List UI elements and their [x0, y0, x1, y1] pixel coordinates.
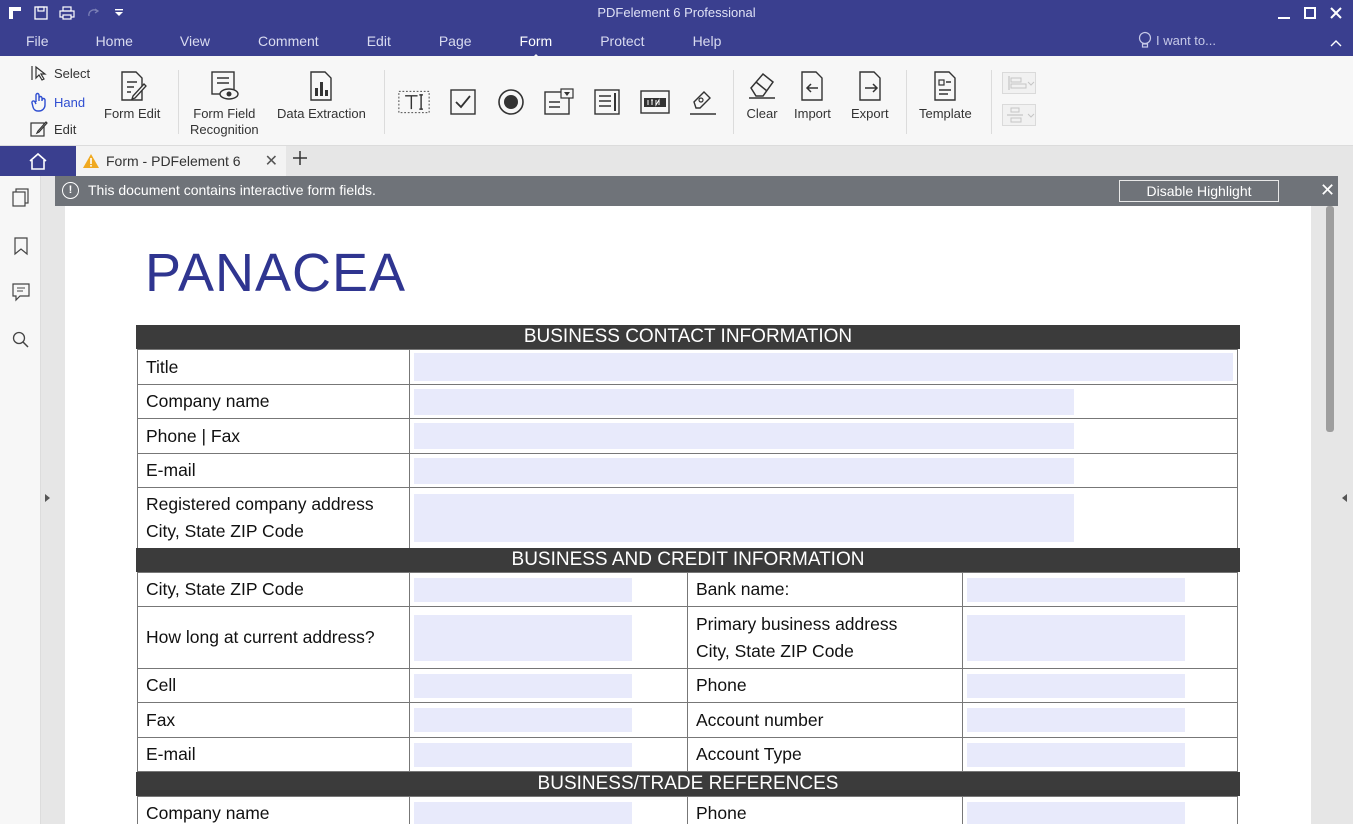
form-field-recognition-button[interactable] — [190, 70, 259, 138]
hand-icon — [30, 92, 48, 112]
field-label: Cell — [138, 669, 410, 703]
field-label: E-mail — [138, 738, 410, 772]
form-field-recognition-label-2: Recognition — [190, 122, 259, 137]
table-row — [138, 797, 1238, 824]
bank-name-input[interactable] — [967, 578, 1185, 602]
menu-view[interactable]: View — [179, 33, 211, 49]
input-cell — [963, 797, 1238, 824]
hand-label: Hand — [54, 94, 86, 110]
field-label: How long at current address? — [138, 607, 410, 669]
list-box-icon — [594, 89, 620, 115]
eraser-icon — [746, 70, 778, 102]
disable-highlight-button[interactable]: Disable Highlight — [1119, 180, 1279, 202]
field-label: Phone | Fax — [138, 419, 410, 454]
input-cell — [410, 607, 688, 669]
ribbon-separator — [991, 70, 992, 134]
checkbox-icon — [450, 89, 476, 115]
menu-page[interactable]: Page — [438, 33, 472, 49]
select-tool[interactable] — [30, 64, 90, 82]
input-cell — [963, 738, 1238, 772]
ribbon-separator — [384, 70, 385, 134]
table-row — [138, 607, 1238, 669]
fax-input[interactable] — [414, 708, 632, 732]
credit-email-input[interactable] — [414, 743, 632, 767]
template-button[interactable] — [919, 70, 972, 122]
section-header-contact: BUSINESS CONTACT INFORMATION — [136, 325, 1240, 349]
address-label-line-1: Registered company address — [146, 494, 374, 514]
table-row — [138, 454, 1238, 488]
align-left-button[interactable] — [1002, 72, 1036, 94]
maximize-icon[interactable] — [1299, 2, 1321, 24]
table-row — [138, 350, 1238, 385]
cell-input[interactable] — [414, 674, 632, 698]
table-row — [138, 385, 1238, 419]
field-label: Bank name: — [688, 573, 963, 607]
notice-text: This document contains interactive form fields. — [88, 182, 376, 198]
primary-address-input[interactable] — [967, 615, 1185, 661]
input-cell — [410, 703, 688, 738]
phone-fax-input-cell — [410, 419, 1238, 454]
new-tab-button[interactable] — [290, 149, 310, 171]
city-state-zip-input[interactable] — [414, 578, 632, 602]
address-label-line-2: City, State ZIP Code — [146, 521, 304, 541]
text-field-icon — [398, 88, 430, 116]
plus-icon — [291, 149, 309, 167]
menu-help[interactable]: Help — [692, 33, 722, 49]
select-label: Select — [54, 65, 91, 81]
input-cell — [963, 607, 1238, 669]
combo-box-tool[interactable] — [543, 86, 575, 118]
lightbulb-icon — [1138, 31, 1152, 49]
distribute-icon — [1003, 105, 1035, 125]
field-label — [688, 607, 963, 669]
title-input-cell — [410, 350, 1238, 385]
field-label — [138, 488, 410, 549]
field-label: City, State ZIP Code — [138, 573, 410, 607]
import-label: Import — [794, 106, 831, 121]
account-type-input[interactable] — [967, 743, 1185, 767]
input-cell — [410, 738, 688, 772]
checkbox-tool[interactable] — [447, 86, 479, 118]
thumbnails-icon[interactable] — [11, 188, 31, 208]
signature-pen-icon — [688, 88, 718, 116]
signature-field-tool[interactable] — [687, 86, 719, 118]
home-tab[interactable] — [0, 146, 76, 176]
phone-input[interactable] — [967, 674, 1185, 698]
list-box-tool[interactable] — [591, 86, 623, 118]
i-want-to-search[interactable] — [1138, 31, 1216, 49]
table-row — [138, 419, 1238, 454]
input-cell — [963, 669, 1238, 703]
panacea-logo: PANACEA — [145, 243, 407, 303]
title-bar — [0, 0, 1353, 56]
table-row — [138, 738, 1238, 772]
ribbon-toolbar — [0, 56, 1353, 146]
combo-box-icon — [544, 88, 574, 116]
close-window-icon[interactable] — [1325, 2, 1347, 24]
account-number-input[interactable] — [967, 708, 1185, 732]
expand-right-panel-icon[interactable] — [1342, 494, 1347, 502]
menu-file[interactable]: File — [26, 33, 49, 49]
reference-company-input[interactable] — [414, 802, 632, 824]
table-row — [138, 703, 1238, 738]
table-row — [138, 488, 1238, 549]
clear-label: Clear — [746, 106, 778, 121]
distribute-button[interactable] — [1002, 104, 1036, 126]
field-label: Company name — [138, 797, 410, 824]
menu-form[interactable]: Form — [496, 30, 577, 56]
edit-label: Edit — [54, 121, 77, 137]
company-name-input-cell — [410, 385, 1238, 419]
edit-tool[interactable] — [30, 120, 76, 138]
template-label: Template — [919, 106, 972, 121]
field-label: Phone — [688, 797, 963, 824]
menu-comment[interactable]: Comment — [258, 33, 319, 49]
close-tab-icon[interactable]: ✕ — [264, 153, 278, 170]
warning-icon — [82, 153, 100, 169]
document-tab-label: Form - PDFelement 6 — [106, 153, 241, 169]
radio-button-icon — [497, 88, 525, 116]
form-field-recognition-label-1: Form Field — [193, 106, 256, 121]
radio-button-tool[interactable] — [495, 86, 527, 118]
collapse-ribbon-icon[interactable] — [1330, 34, 1342, 52]
email-input[interactable] — [414, 458, 1074, 484]
export-button[interactable] — [851, 70, 889, 122]
input-cell — [410, 797, 688, 824]
button-field-icon — [640, 90, 670, 114]
form-edit-button[interactable] — [104, 70, 160, 122]
form-edit-label: Form Edit — [104, 106, 161, 121]
app-title: PDFelement 6 Professional — [597, 5, 756, 20]
form-field-recognition-icon — [208, 70, 240, 102]
field-label: Title — [138, 350, 410, 385]
menu-edit[interactable]: Edit — [366, 33, 391, 49]
table-row — [138, 669, 1238, 703]
section-header-references: BUSINESS/TRADE REFERENCES — [136, 772, 1240, 796]
phone-fax-input[interactable] — [414, 423, 1074, 449]
contact-info-table — [137, 349, 1238, 549]
field-label: Phone — [688, 669, 963, 703]
primary-address-label-line-2: City, State ZIP Code — [696, 640, 854, 661]
field-label: Company name — [138, 385, 410, 419]
home-icon — [28, 152, 48, 170]
bookmark-icon[interactable] — [11, 236, 31, 256]
registered-address-input[interactable] — [414, 494, 1074, 542]
left-side-panel — [0, 176, 41, 824]
select-cursor-icon — [30, 64, 48, 82]
credit-info-table — [137, 572, 1238, 772]
comments-icon[interactable] — [11, 282, 31, 302]
data-extraction-button[interactable] — [277, 70, 366, 122]
ribbon-separator — [906, 70, 907, 134]
import-icon — [797, 70, 827, 102]
table-row — [138, 573, 1238, 607]
document-tab-bar — [0, 146, 1353, 176]
section-header-credit: BUSINESS AND CREDIT INFORMATION — [136, 548, 1240, 572]
clear-button[interactable] — [746, 70, 778, 122]
i-want-to-label: I want to... — [1156, 32, 1216, 48]
title-input[interactable] — [414, 353, 1233, 381]
field-label: Account number — [688, 703, 963, 738]
search-icon[interactable] — [11, 330, 31, 350]
field-label: Fax — [138, 703, 410, 738]
info-icon: ! — [62, 182, 79, 199]
window-controls — [1273, 2, 1347, 24]
data-extraction-label: Data Extraction — [277, 106, 366, 121]
button-tool[interactable] — [639, 86, 671, 118]
text-field-tool[interactable] — [398, 86, 430, 118]
menu-home[interactable]: Home — [95, 33, 133, 49]
form-notice-bar — [55, 176, 1338, 206]
input-cell — [963, 573, 1238, 607]
primary-address-label-line-1: Primary business address — [696, 613, 898, 634]
data-extraction-icon — [306, 70, 336, 102]
expand-left-panel-icon[interactable] — [45, 494, 50, 502]
minimize-icon[interactable] — [1273, 2, 1295, 24]
input-cell — [963, 703, 1238, 738]
address-input-cell — [410, 488, 1238, 549]
input-cell — [410, 669, 688, 703]
references-table — [137, 796, 1238, 824]
export-icon — [855, 70, 885, 102]
vertical-scrollbar[interactable] — [1326, 206, 1334, 432]
template-icon — [930, 70, 960, 102]
email-input-cell — [410, 454, 1238, 488]
document-tab[interactable] — [76, 146, 286, 176]
time-at-address-input[interactable] — [414, 615, 632, 661]
reference-phone-input[interactable] — [967, 802, 1185, 824]
form-edit-icon — [117, 70, 147, 102]
close-notice-icon[interactable]: ✕ — [1320, 180, 1336, 200]
align-left-icon — [1003, 73, 1035, 93]
input-cell — [410, 573, 688, 607]
field-label: E-mail — [138, 454, 410, 488]
ribbon-separator — [178, 70, 179, 134]
edit-pencil-icon — [30, 120, 48, 138]
pdf-page — [65, 206, 1311, 824]
field-label: Account Type — [688, 738, 963, 772]
hand-tool[interactable] — [30, 92, 85, 112]
import-button[interactable] — [794, 70, 831, 122]
menu-bar — [0, 30, 745, 56]
ribbon-separator — [733, 70, 734, 134]
company-name-input[interactable] — [414, 389, 1074, 415]
export-label: Export — [851, 106, 889, 121]
menu-protect[interactable]: Protect — [600, 33, 645, 49]
